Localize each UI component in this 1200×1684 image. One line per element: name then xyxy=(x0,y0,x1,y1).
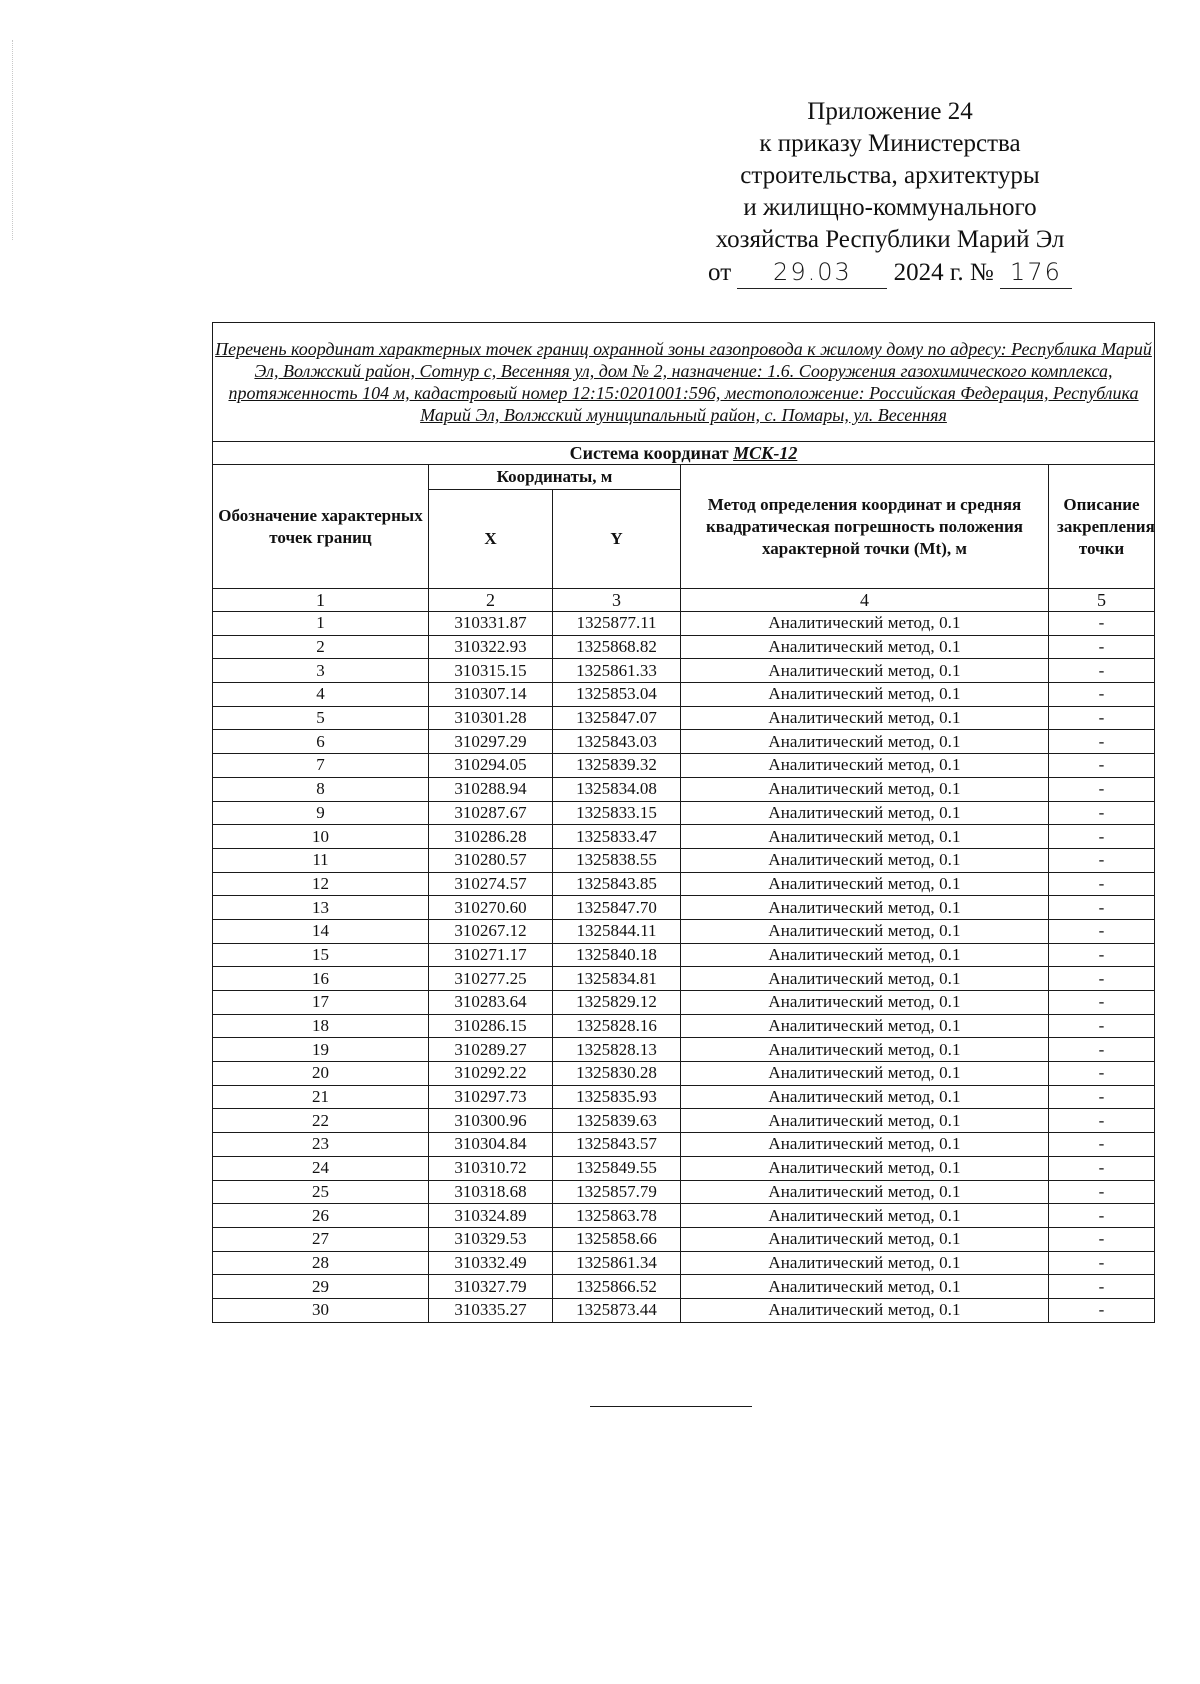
table-row xyxy=(213,1133,1155,1157)
y-coordinate-cell: 1325833.47 xyxy=(553,825,681,849)
table-row xyxy=(213,635,1155,659)
table-row xyxy=(213,1251,1155,1275)
y-coordinate-cell: 1325877.11 xyxy=(553,612,681,636)
point-number-cell: 5 xyxy=(213,706,429,730)
x-coordinate-cell: 310286.28 xyxy=(429,825,553,849)
description-cell: - xyxy=(1049,777,1155,801)
description-cell: - xyxy=(1049,872,1155,896)
end-separator-line xyxy=(590,1406,752,1407)
x-coordinate-cell: 310294.05 xyxy=(429,754,553,778)
table-row xyxy=(213,896,1155,920)
method-cell: Аналитический метод, 0.1 xyxy=(681,848,1049,872)
point-number-cell: 1 xyxy=(213,612,429,636)
y-coordinate-cell: 1325866.52 xyxy=(553,1275,681,1299)
table-row xyxy=(213,659,1155,683)
description-cell: - xyxy=(1049,1227,1155,1251)
x-coordinate-cell: 310292.22 xyxy=(429,1062,553,1086)
point-number-cell: 24 xyxy=(213,1156,429,1180)
point-number-cell: 6 xyxy=(213,730,429,754)
header-line: Приложение 24 xyxy=(807,98,973,125)
description-cell: - xyxy=(1049,896,1155,920)
table-row xyxy=(213,1156,1155,1180)
x-coordinate-cell: 310267.12 xyxy=(429,919,553,943)
y-coordinate-cell: 1325834.08 xyxy=(553,777,681,801)
point-number-cell: 26 xyxy=(213,1204,429,1228)
point-number-cell: 17 xyxy=(213,991,429,1015)
point-number-cell: 12 xyxy=(213,872,429,896)
method-cell: Аналитический метод, 0.1 xyxy=(681,706,1049,730)
x-coordinate-cell: 310287.67 xyxy=(429,801,553,825)
y-coordinate-cell: 1325840.18 xyxy=(553,943,681,967)
point-number-cell: 9 xyxy=(213,801,429,825)
point-number-cell: 20 xyxy=(213,1062,429,1086)
table-row xyxy=(213,612,1155,636)
table-row xyxy=(213,919,1155,943)
point-number-cell: 22 xyxy=(213,1109,429,1133)
table-row xyxy=(213,706,1155,730)
point-number-cell: 14 xyxy=(213,919,429,943)
point-number-cell: 25 xyxy=(213,1180,429,1204)
point-number-cell: 8 xyxy=(213,777,429,801)
table-row xyxy=(213,1204,1155,1228)
method-cell: Аналитический метод, 0.1 xyxy=(681,801,1049,825)
handwritten-date: 29.03 xyxy=(737,256,887,289)
point-number-cell: 7 xyxy=(213,754,429,778)
description-cell: - xyxy=(1049,1204,1155,1228)
column-number-row xyxy=(213,589,1155,612)
x-coordinate-cell: 310329.53 xyxy=(429,1227,553,1251)
point-number-cell: 23 xyxy=(213,1133,429,1157)
method-cell: Аналитический метод, 0.1 xyxy=(681,1109,1049,1133)
description-cell: - xyxy=(1049,754,1155,778)
description-cell: - xyxy=(1049,1062,1155,1086)
table-row xyxy=(213,1038,1155,1062)
header-line: строительства, архитектуры xyxy=(740,162,1040,189)
x-coordinate-cell: 310300.96 xyxy=(429,1109,553,1133)
description-cell: - xyxy=(1049,967,1155,991)
x-coordinate-cell: 310283.64 xyxy=(429,991,553,1015)
method-cell: Аналитический метод, 0.1 xyxy=(681,1227,1049,1251)
description-cell: - xyxy=(1049,919,1155,943)
description-cell: - xyxy=(1049,801,1155,825)
coordinate-system-row xyxy=(213,442,1155,465)
table-row xyxy=(213,848,1155,872)
x-coordinate-cell: 310310.72 xyxy=(429,1156,553,1180)
description-cell: - xyxy=(1049,612,1155,636)
table-row xyxy=(213,1298,1155,1322)
header-method: Метод определения координат и средняя квадратическая погрешность положения характерной точки (Mt), м xyxy=(681,465,1049,589)
x-coordinate-cell: 310288.94 xyxy=(429,777,553,801)
y-coordinate-cell: 1325830.28 xyxy=(553,1062,681,1086)
method-cell: Аналитический метод, 0.1 xyxy=(681,1204,1049,1228)
column-number: 2 xyxy=(429,589,553,612)
method-cell: Аналитический метод, 0.1 xyxy=(681,1251,1049,1275)
x-coordinate-cell: 310331.87 xyxy=(429,612,553,636)
method-cell: Аналитический метод, 0.1 xyxy=(681,1085,1049,1109)
year-number-label: 2024 г. № xyxy=(893,259,994,286)
point-number-cell: 21 xyxy=(213,1085,429,1109)
method-cell: Аналитический метод, 0.1 xyxy=(681,777,1049,801)
x-coordinate-cell: 310286.15 xyxy=(429,1014,553,1038)
header-description: Описание закрепления точки xyxy=(1049,465,1155,589)
x-coordinate-cell: 310304.84 xyxy=(429,1133,553,1157)
column-number: 3 xyxy=(553,589,681,612)
method-cell: Аналитический метод, 0.1 xyxy=(681,730,1049,754)
description-cell: - xyxy=(1049,991,1155,1015)
y-coordinate-cell: 1325833.15 xyxy=(553,801,681,825)
table-row xyxy=(213,1062,1155,1086)
method-cell: Аналитический метод, 0.1 xyxy=(681,943,1049,967)
y-coordinate-cell: 1325839.63 xyxy=(553,1109,681,1133)
y-coordinate-cell: 1325828.16 xyxy=(553,1014,681,1038)
table-row xyxy=(213,943,1155,967)
x-coordinate-cell: 310332.49 xyxy=(429,1251,553,1275)
table-row xyxy=(213,1227,1155,1251)
table-row xyxy=(213,967,1155,991)
table-row xyxy=(213,1085,1155,1109)
description-cell: - xyxy=(1049,1298,1155,1322)
handwritten-order-number: 176 xyxy=(1000,256,1072,289)
y-coordinate-cell: 1325828.13 xyxy=(553,1038,681,1062)
description-cell: - xyxy=(1049,1085,1155,1109)
method-cell: Аналитический метод, 0.1 xyxy=(681,1156,1049,1180)
method-cell: Аналитический метод, 0.1 xyxy=(681,1062,1049,1086)
description-cell: - xyxy=(1049,1133,1155,1157)
point-number-cell: 30 xyxy=(213,1298,429,1322)
description-cell: - xyxy=(1049,1109,1155,1133)
header-line: к приказу Министерства xyxy=(759,130,1021,157)
method-cell: Аналитический метод, 0.1 xyxy=(681,1298,1049,1322)
y-coordinate-cell: 1325843.03 xyxy=(553,730,681,754)
description-cell: - xyxy=(1049,683,1155,707)
point-number-cell: 2 xyxy=(213,635,429,659)
y-coordinate-cell: 1325844.11 xyxy=(553,919,681,943)
y-coordinate-cell: 1325868.82 xyxy=(553,635,681,659)
y-coordinate-cell: 1325858.66 xyxy=(553,1227,681,1251)
method-cell: Аналитический метод, 0.1 xyxy=(681,872,1049,896)
description-cell: - xyxy=(1049,706,1155,730)
method-cell: Аналитический метод, 0.1 xyxy=(681,896,1049,920)
date-prefix: от xyxy=(708,259,732,286)
scan-margin-marks xyxy=(12,40,15,240)
method-cell: Аналитический метод, 0.1 xyxy=(681,612,1049,636)
x-coordinate-cell: 310297.73 xyxy=(429,1085,553,1109)
point-number-cell: 13 xyxy=(213,896,429,920)
method-cell: Аналитический метод, 0.1 xyxy=(681,683,1049,707)
point-number-cell: 10 xyxy=(213,825,429,849)
y-coordinate-cell: 1325843.57 xyxy=(553,1133,681,1157)
x-coordinate-cell: 310318.68 xyxy=(429,1180,553,1204)
method-cell: Аналитический метод, 0.1 xyxy=(681,1038,1049,1062)
header-point-designation: Обозначение характерных точек границ xyxy=(213,465,429,589)
point-number-cell: 4 xyxy=(213,683,429,707)
point-number-cell: 16 xyxy=(213,967,429,991)
description-cell: - xyxy=(1049,1275,1155,1299)
method-cell: Аналитический метод, 0.1 xyxy=(681,659,1049,683)
y-coordinate-cell: 1325847.07 xyxy=(553,706,681,730)
y-coordinate-cell: 1325849.55 xyxy=(553,1156,681,1180)
table-row xyxy=(213,777,1155,801)
column-number: 4 xyxy=(681,589,1049,612)
point-number-cell: 27 xyxy=(213,1227,429,1251)
y-coordinate-cell: 1325829.12 xyxy=(553,991,681,1015)
column-number: 1 xyxy=(213,589,429,612)
x-coordinate-cell: 310335.27 xyxy=(429,1298,553,1322)
table-row xyxy=(213,754,1155,778)
header-x: X xyxy=(429,490,553,589)
table-row xyxy=(213,801,1155,825)
y-coordinate-cell: 1325861.33 xyxy=(553,659,681,683)
table-row xyxy=(213,730,1155,754)
method-cell: Аналитический метод, 0.1 xyxy=(681,967,1049,991)
x-coordinate-cell: 310297.29 xyxy=(429,730,553,754)
point-number-cell: 29 xyxy=(213,1275,429,1299)
point-number-cell: 18 xyxy=(213,1014,429,1038)
x-coordinate-cell: 310280.57 xyxy=(429,848,553,872)
method-cell: Аналитический метод, 0.1 xyxy=(681,1014,1049,1038)
table-row xyxy=(213,1275,1155,1299)
table-row xyxy=(213,683,1155,707)
y-coordinate-cell: 1325847.70 xyxy=(553,896,681,920)
description-cell: - xyxy=(1049,659,1155,683)
header-coordinates: Координаты, м xyxy=(429,465,681,490)
method-cell: Аналитический метод, 0.1 xyxy=(681,1180,1049,1204)
y-coordinate-cell: 1325843.85 xyxy=(553,872,681,896)
point-number-cell: 19 xyxy=(213,1038,429,1062)
description-cell: - xyxy=(1049,1014,1155,1038)
coordinate-system-value: МСК-12 xyxy=(733,443,798,463)
header-y: Y xyxy=(553,490,681,589)
header-line: хозяйства Республики Марий Эл xyxy=(715,226,1065,253)
description-cell: - xyxy=(1049,730,1155,754)
y-coordinate-cell: 1325857.79 xyxy=(553,1180,681,1204)
x-coordinate-cell: 310307.14 xyxy=(429,683,553,707)
x-coordinate-cell: 310274.57 xyxy=(429,872,553,896)
header-line: и жилищно-коммунального xyxy=(743,194,1037,221)
y-coordinate-cell: 1325838.55 xyxy=(553,848,681,872)
method-cell: Аналитический метод, 0.1 xyxy=(681,1133,1049,1157)
table-row xyxy=(213,825,1155,849)
x-coordinate-cell: 310322.93 xyxy=(429,635,553,659)
point-number-cell: 15 xyxy=(213,943,429,967)
method-cell: Аналитический метод, 0.1 xyxy=(681,635,1049,659)
table-row xyxy=(213,872,1155,896)
y-coordinate-cell: 1325835.93 xyxy=(553,1085,681,1109)
description-cell: - xyxy=(1049,943,1155,967)
y-coordinate-cell: 1325863.78 xyxy=(553,1204,681,1228)
y-coordinate-cell: 1325873.44 xyxy=(553,1298,681,1322)
column-number: 5 xyxy=(1049,589,1155,612)
x-coordinate-cell: 310301.28 xyxy=(429,706,553,730)
coordinates-table xyxy=(212,322,1155,1323)
description-cell: - xyxy=(1049,848,1155,872)
description-cell: - xyxy=(1049,825,1155,849)
method-cell: Аналитический метод, 0.1 xyxy=(681,754,1049,778)
point-number-cell: 3 xyxy=(213,659,429,683)
method-cell: Аналитический метод, 0.1 xyxy=(681,991,1049,1015)
table-title: Перечень координат характерных точек границ охранной зоны газопровода к жилому дому по адресу: Республика Марий Эл, Волжский район, Сотнур с, Весенняя ул, дом № 2, назначение: 1.6. Сооружения газохимического комплекса, протяженность 104 м, кадастровый номер 12:15:0201001:596, местоположение: Российская Федерация, Республика Марий Эл, Волжский муниципальный район, с. Помары, ул. Весенняя xyxy=(213,323,1155,442)
table-row xyxy=(213,1014,1155,1038)
x-coordinate-cell: 310315.15 xyxy=(429,659,553,683)
description-cell: - xyxy=(1049,1038,1155,1062)
x-coordinate-cell: 310289.27 xyxy=(429,1038,553,1062)
x-coordinate-cell: 310324.89 xyxy=(429,1204,553,1228)
table-row xyxy=(213,1180,1155,1204)
point-number-cell: 28 xyxy=(213,1251,429,1275)
x-coordinate-cell: 310271.17 xyxy=(429,943,553,967)
point-number-cell: 11 xyxy=(213,848,429,872)
description-cell: - xyxy=(1049,1180,1155,1204)
table-row xyxy=(213,991,1155,1015)
description-cell: - xyxy=(1049,635,1155,659)
table-row xyxy=(213,1109,1155,1133)
method-cell: Аналитический метод, 0.1 xyxy=(681,1275,1049,1299)
description-cell: - xyxy=(1049,1251,1155,1275)
method-cell: Аналитический метод, 0.1 xyxy=(681,825,1049,849)
y-coordinate-cell: 1325834.81 xyxy=(553,967,681,991)
y-coordinate-cell: 1325853.04 xyxy=(553,683,681,707)
x-coordinate-cell: 310277.25 xyxy=(429,967,553,991)
description-cell: - xyxy=(1049,1156,1155,1180)
header-date-line xyxy=(680,256,1100,289)
y-coordinate-cell: 1325839.32 xyxy=(553,754,681,778)
x-coordinate-cell: 310270.60 xyxy=(429,896,553,920)
appendix-header xyxy=(680,96,1100,289)
y-coordinate-cell: 1325861.34 xyxy=(553,1251,681,1275)
coordinate-system-label: Система координат xyxy=(569,443,729,463)
x-coordinate-cell: 310327.79 xyxy=(429,1275,553,1299)
method-cell: Аналитический метод, 0.1 xyxy=(681,919,1049,943)
